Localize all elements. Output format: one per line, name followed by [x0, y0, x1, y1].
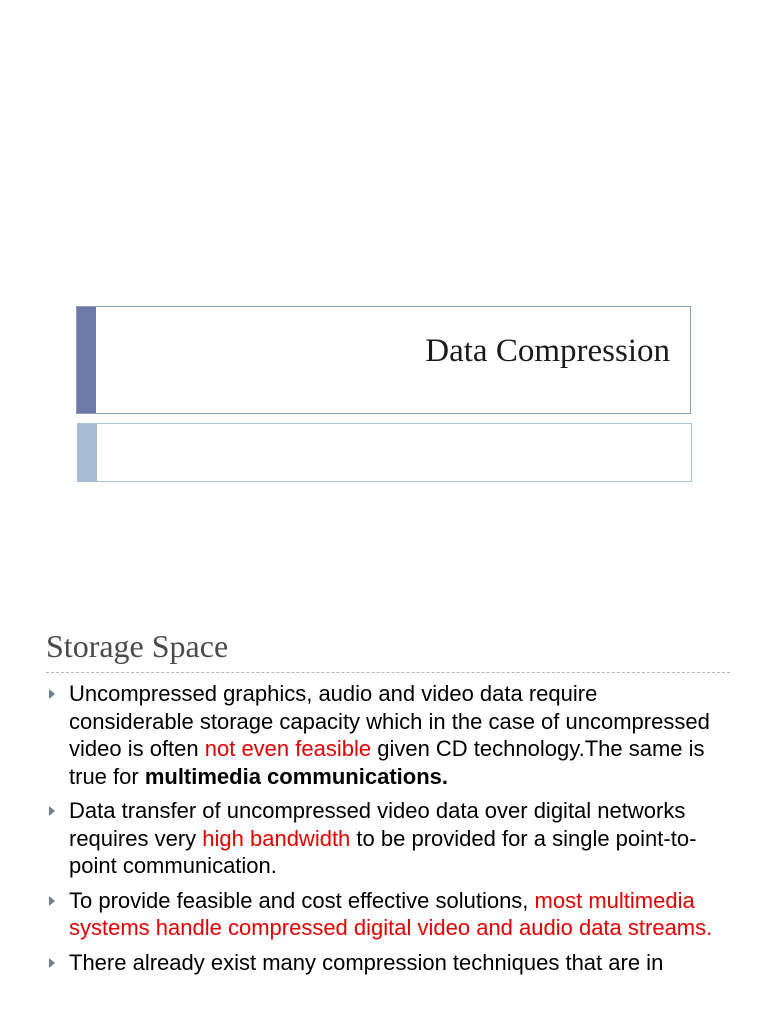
subtitle-box [77, 423, 692, 482]
bullet-arrow-icon [49, 806, 55, 816]
bullet-arrow-icon [49, 896, 55, 906]
content-slide [0, 560, 768, 1024]
bullet-text-segment: not even feasible [204, 736, 372, 761]
bullet-text-segment: Uncompressed graphics, audio and video data require considerable storage capacity which in the case of uncompressed video is often [69, 681, 710, 761]
bullet-item [46, 949, 726, 977]
subtitle-accent-bar [78, 424, 97, 481]
heading-divider [46, 672, 730, 673]
bullet-text-segment: Data transfer of uncompressed video data over digital networks requires very [69, 798, 686, 851]
title-accent-bar [77, 307, 96, 413]
bullet-text-segment: multimedia communications. [144, 763, 448, 789]
bullet-item [46, 680, 726, 790]
title-box [76, 306, 691, 414]
bullet-item [46, 797, 726, 880]
bullet-text-segment: There already exist many compression techniques that are in [69, 949, 664, 975]
bullet-text-segment: to be provided for a single point-to-point communication. [69, 825, 697, 878]
bullet-item [46, 887, 726, 942]
bullet-list [46, 680, 726, 983]
bullet-text-segment: given CD technology.The same is true for [69, 736, 705, 789]
slide-heading: Storage Space [46, 628, 229, 664]
bullet-arrow-icon [49, 689, 55, 699]
slide-title: Data Compression [425, 333, 670, 369]
bullet-text-segment: high bandwidth [202, 825, 351, 851]
bullet-arrow-icon [49, 958, 55, 968]
bullet-text-segment: To provide feasible and cost effective solutions, [69, 887, 535, 913]
bullet-text-segment: most multimedia systems handle compressed digital video and audio data streams. [69, 887, 713, 940]
